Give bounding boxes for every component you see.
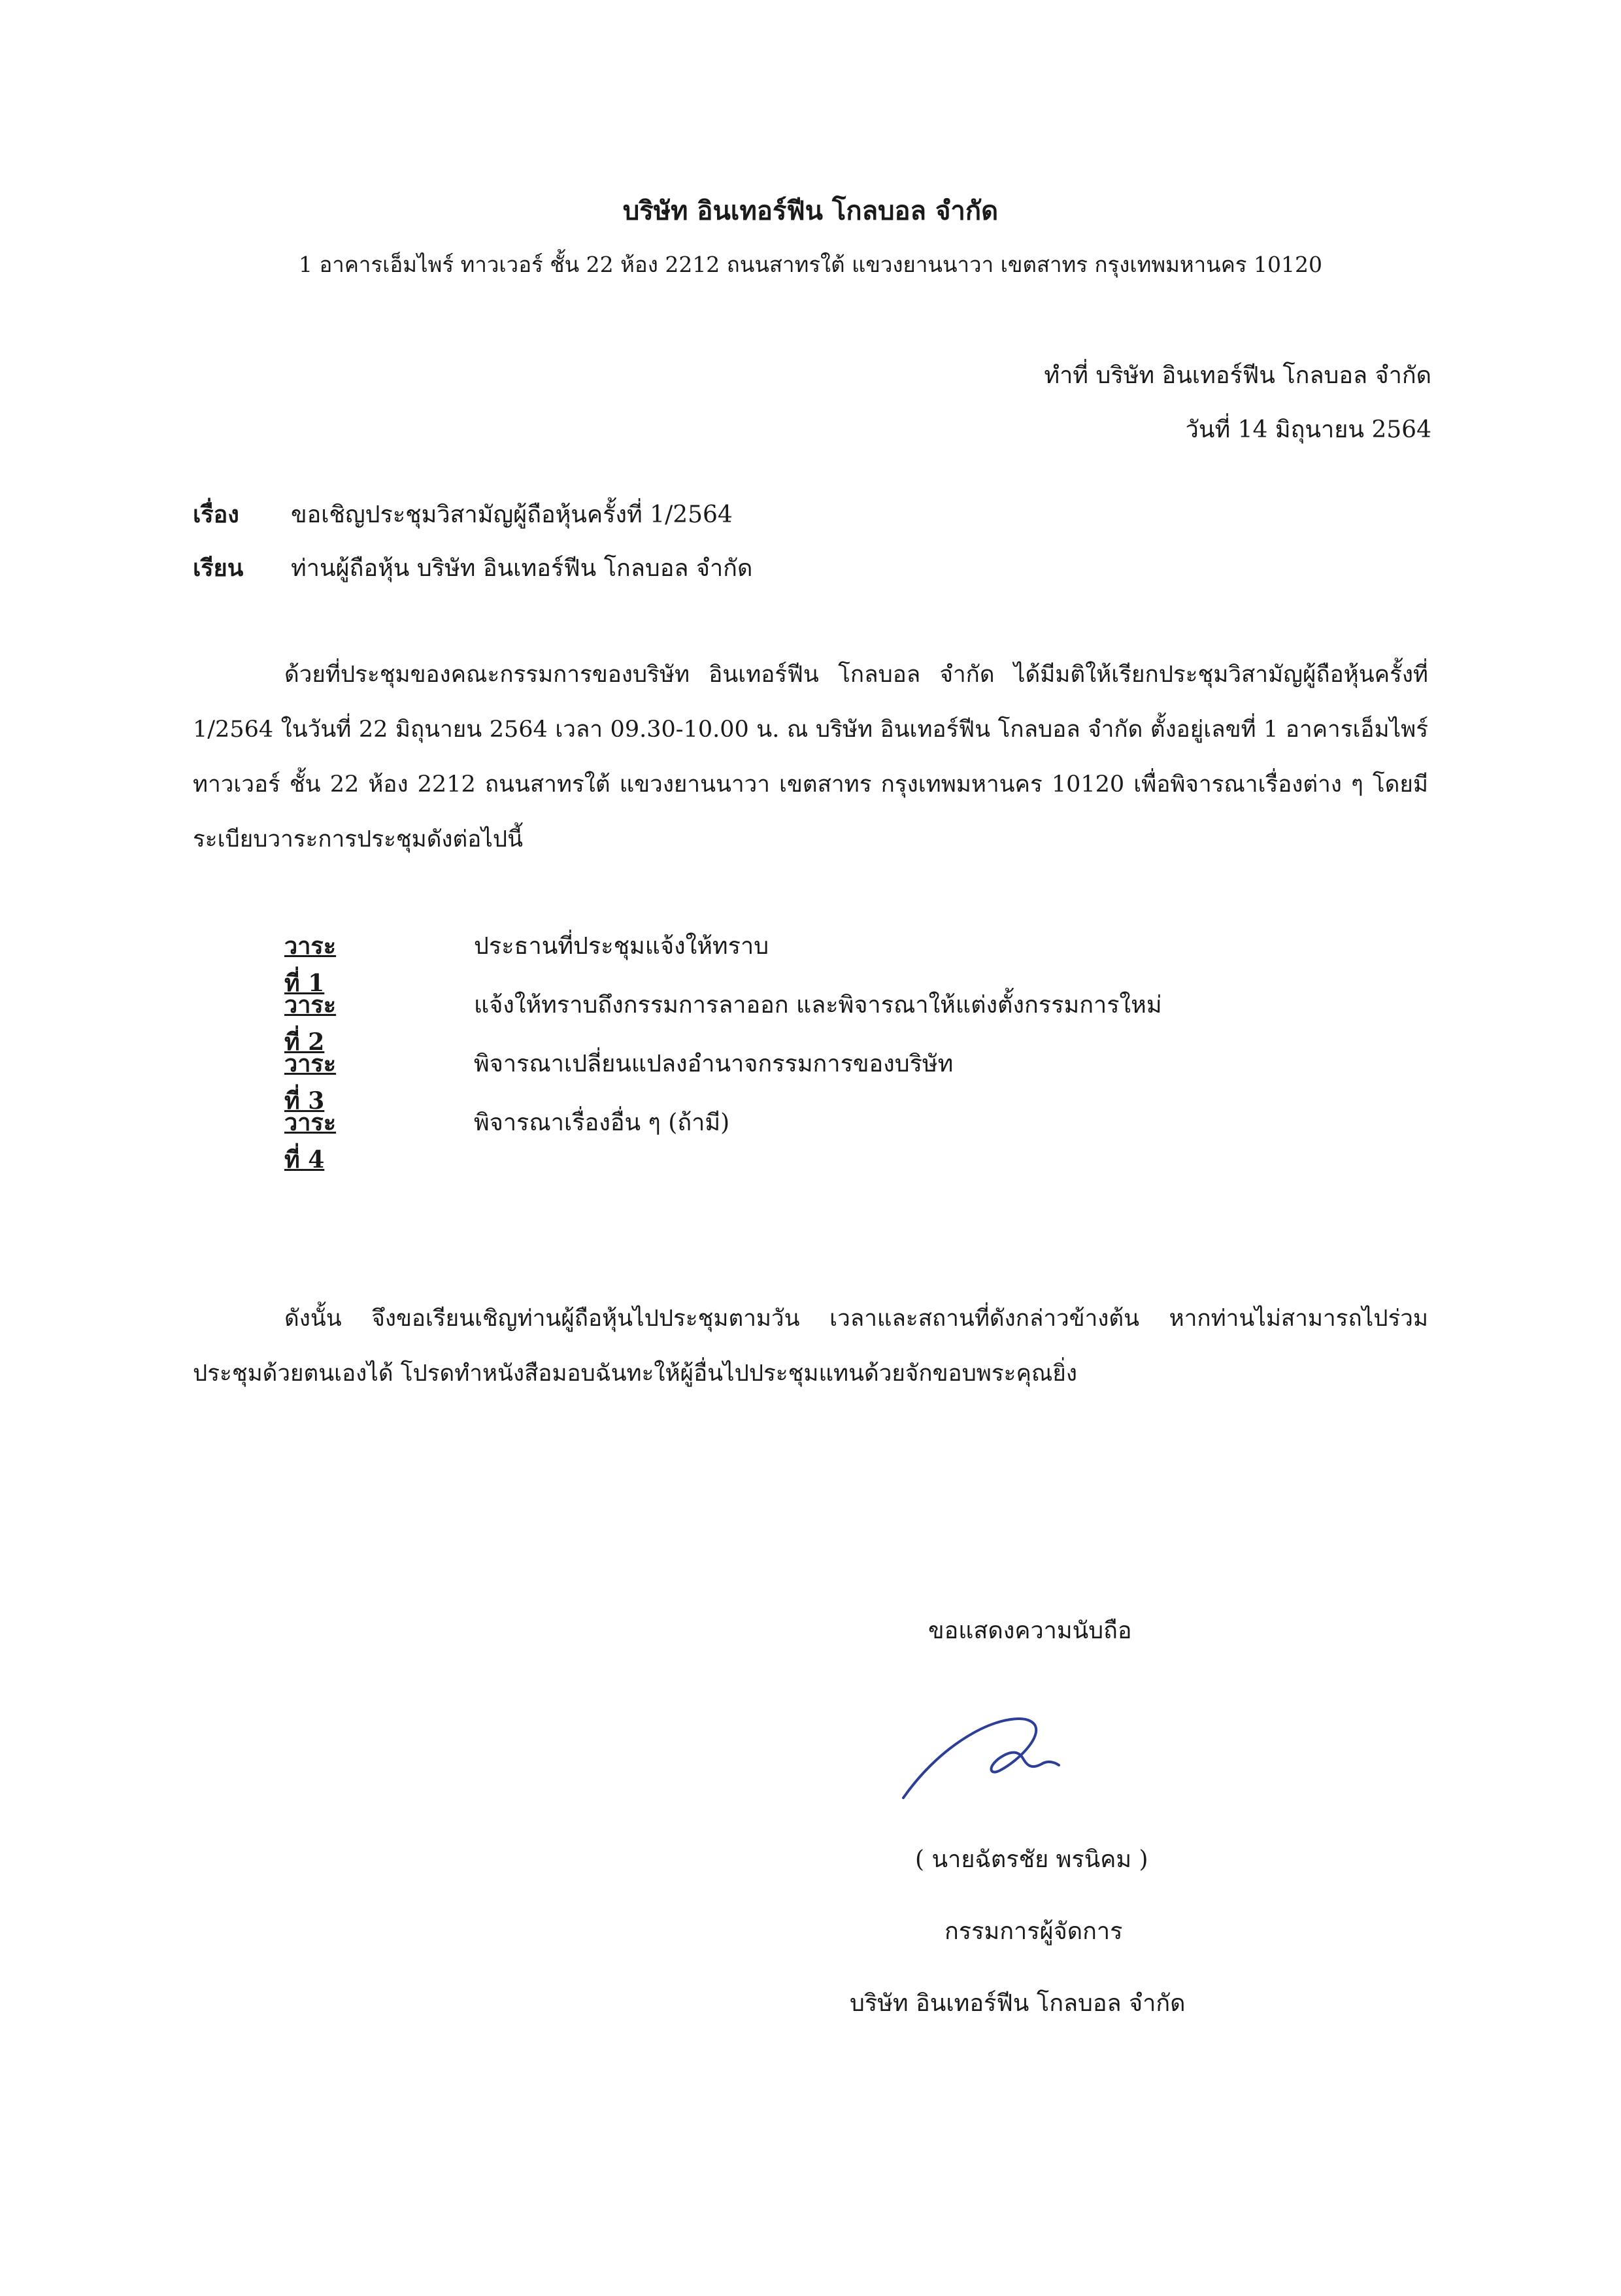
signature-image (895, 1700, 1072, 1811)
agenda-item-label: วาระที่ 4 (284, 1109, 337, 1173)
agenda-item-text: พิจารณาเรื่องอื่น ๆ (ถ้ามี) (474, 1109, 730, 1136)
agenda-item-label: วาระที่ 1 (284, 932, 337, 997)
signer-position: กรรมการผู้จัดการ (944, 1918, 1123, 1945)
agenda-item-label: วาระที่ 2 (284, 991, 337, 1056)
recipient-value: ท่านผู้ถือหุ้น บริษัท อินเทอร์ฟีน โกลบอล จำกัด (291, 555, 753, 582)
body-paragraph-intro: ด้วยที่ประชุมของคณะกรรมการของบริษัท อินเทอร์ฟีน โกลบอล จำกัด ได้มีมติให้เรียกประชุมวิสามัญผู้ถือหุ้นครั้งที่ 1/2564 ในวันที่ 22 มิถุนายน 2564 เวลา 09.30-10.00 น. ณ บริษัท อินเทอร์ฟีน โกลบอล จำกัด ตั้งอยู่เลขที่ 1 อาคารเอ็มไพร์ ทาวเวอร์ ชั้น 22 ห้อง 2212 ถนนสาทรใต้ แขวงยานนาวา เขตสาทร กรุงเทพมหานคร 10120 เพื่อพิจารณาเรื่องต่าง ๆ โดยมีระเบียบวาระการประชุมดังต่อไปนี้ (193, 662, 1428, 853)
letter-date: วันที่ 14 มิถุนายน 2564 (1185, 416, 1431, 443)
agenda-item-label: วาระที่ 3 (284, 1050, 337, 1115)
signer-company: บริษัท อินเทอร์ฟีน โกลบอล จำกัด (850, 1990, 1186, 2017)
recipient-label: เรียน (193, 554, 244, 582)
place-written: ทำที่ บริษัท อินเทอร์ฟีน โกลบอล จำกัด (1044, 362, 1431, 389)
signer-name: ( นายฉัตรชัย พรนิคม ) (915, 1846, 1148, 1873)
agenda-item-text: ประธานที่ประชุมแจ้งให้ทราบ (474, 933, 769, 960)
agenda-item-text: พิจารณาเปลี่ยนแปลงอำนาจกรรมการของบริษัท (474, 1051, 954, 1077)
subject-label: เรื่อง (193, 501, 239, 528)
agenda-item-text: แจ้งให้ทราบถึงกรรมการลาออก และพิจารณาให้แต่งตั้งกรรมการใหม่ (474, 992, 1162, 1019)
closing-salutation: ขอแสดงความนับถือ (928, 1617, 1132, 1644)
company-name-heading: บริษัท อินเทอร์ฟีน โกลบอล จำกัด (622, 195, 999, 226)
company-address: 1 อาคารเอ็มไพร์ ทาวเวอร์ ชั้น 22 ห้อง 2212 ถนนสาทรใต้ แขวงยานนาวา เขตสาทร กรุงเทพมหานคร 10120 (298, 252, 1322, 277)
body-paragraph-closing: ดังนั้น จึงขอเรียนเชิญท่านผู้ถือหุ้นไปประชุมตามวัน เวลาและสถานที่ดังกล่าวข้างต้น หากท่านไม่สามารถไปร่วมประชุมด้วยตนเองได้ โปรดทำหนังสือมอบฉันทะให้ผู้อื่นไปประชุมแทนด้วยจักขอบพระคุณยิ่ง (193, 1306, 1428, 1387)
subject-value: ขอเชิญประชุมวิสามัญผู้ถือหุ้นครั้งที่ 1/2564 (291, 501, 733, 528)
